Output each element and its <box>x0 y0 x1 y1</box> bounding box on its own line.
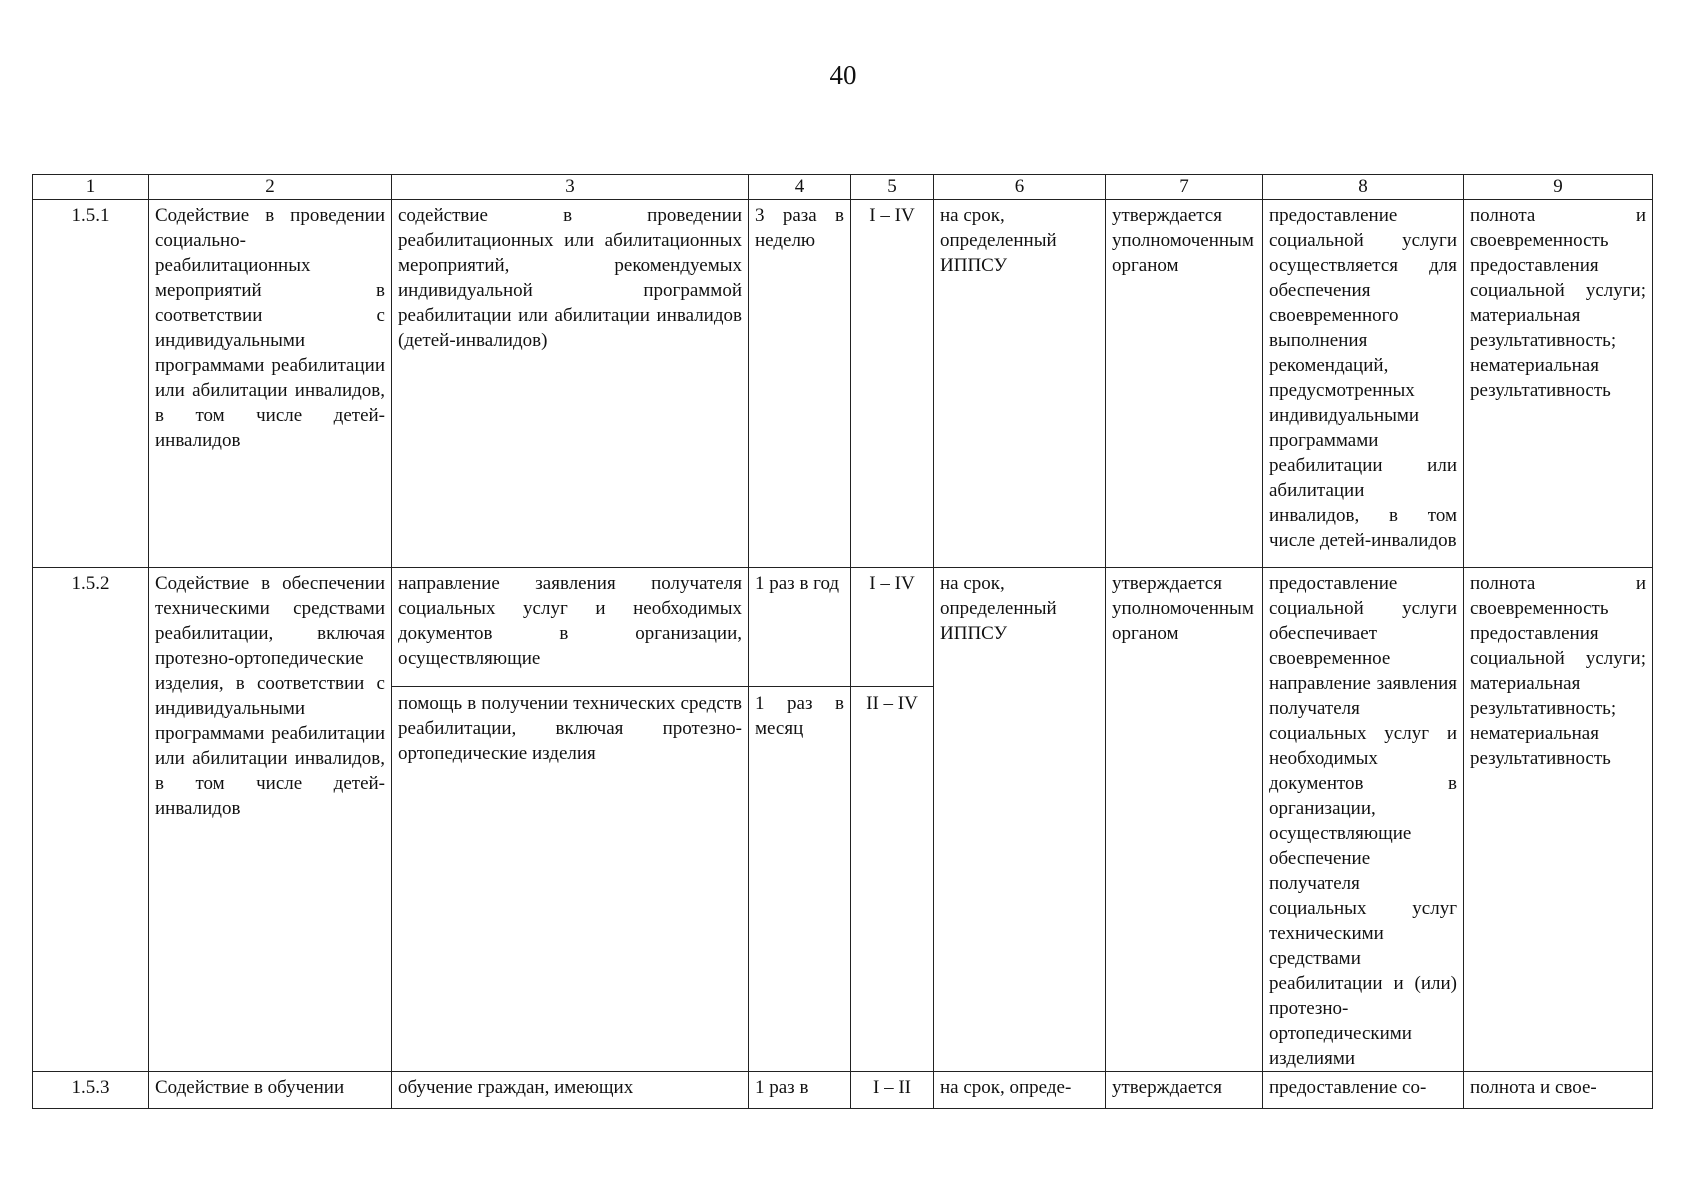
service-term: на срок, определенный ИППСУ <box>934 568 1106 1072</box>
row-number: 1.5.3 <box>33 1072 149 1109</box>
column-header: 5 <box>851 175 934 200</box>
service-indicators: полнота и свое- <box>1464 1072 1653 1109</box>
table-row <box>33 1072 1653 1109</box>
column-header: 4 <box>749 175 851 200</box>
table-header-row <box>33 175 1653 200</box>
service-term: на срок, опреде- <box>934 1072 1106 1109</box>
row-number: 1.5.2 <box>33 568 149 1072</box>
service-description: помощь в получении технических средств реабилитации, включая протезно-ортопедические изделия <box>392 687 749 1072</box>
service-description: обучение граждан, имеющих <box>392 1072 749 1109</box>
service-frequency: 1 раз в <box>749 1072 851 1109</box>
column-header: 8 <box>1263 175 1464 200</box>
service-name: Содействие в проведении социально-реабилитационных мероприятий в соответствии с индивидуальными программами реабилитации или абилитации инвалидов, в том числе детей-инвалидов <box>149 200 392 568</box>
table-row <box>33 200 1653 568</box>
service-name: Содействие в обучении <box>149 1072 392 1109</box>
service-frequency: 3 раза в неделю <box>749 200 851 568</box>
column-header: 2 <box>149 175 392 200</box>
service-quarters: I – IV <box>851 568 934 687</box>
service-term: на срок, определенный ИППСУ <box>934 200 1106 568</box>
service-quarters: II – IV <box>851 687 934 1072</box>
service-description: направление заявления получателя социальных услуг и необходимых документов в организации, осуществляющие <box>392 568 749 687</box>
service-name: Содействие в обеспечении техническими средствами реабилитации, включая протезно-ортопедические изделия, в соответствии с индивидуальными программами реабилитации или абилитации инвалидов, в том числе детей-инвалидов <box>149 568 392 1072</box>
column-header: 9 <box>1464 175 1653 200</box>
service-indicators: полнота и своевременность предоставления социальной услуги; материальная результативность; нематериальная результативность <box>1464 568 1653 1072</box>
service-norm: утверждается уполномоченным органом <box>1106 568 1263 1072</box>
column-header: 1 <box>33 175 149 200</box>
service-conditions: предоставление социальной услуги обеспечивает своевременное направление заявления получателя социальных услуг и необходимых документов в организации, осуществляющие обеспечение получателя социальных услуг техническими средствами реабилитации и (или) протезно-ортопедическими изделиями <box>1263 568 1464 1072</box>
service-description: содействие в проведении реабилитационных или абилитационных мероприятий, рекомендуемых индивидуальной программой реабилитации или абилитации инвалидов (детей-инвалидов) <box>392 200 749 568</box>
row-number: 1.5.1 <box>33 200 149 568</box>
service-indicators: полнота и своевременность предоставления социальной услуги; материальная результативность; нематериальная результативность <box>1464 200 1653 568</box>
service-quarters: I – IV <box>851 200 934 568</box>
service-norm: утверждается <box>1106 1072 1263 1109</box>
service-conditions: предоставление социальной услуги осуществляется для обеспечения своевременного выполнения рекомендаций, предусмотренных индивидуальными программами реабилитации или абилитации инвалидов, в том числе детей-инвалидов <box>1263 200 1464 568</box>
service-conditions: предоставление со- <box>1263 1072 1464 1109</box>
service-norm: утверждается уполномоченным органом <box>1106 200 1263 568</box>
table-row <box>33 568 1653 687</box>
page-number: 40 <box>829 60 857 90</box>
column-header: 7 <box>1106 175 1263 200</box>
service-quarters: I – II <box>851 1072 934 1109</box>
service-frequency: 1 раз в год <box>749 568 851 687</box>
column-header: 3 <box>392 175 749 200</box>
services-table <box>32 174 1653 1109</box>
service-frequency: 1 раз в месяц <box>749 687 851 1072</box>
column-header: 6 <box>934 175 1106 200</box>
